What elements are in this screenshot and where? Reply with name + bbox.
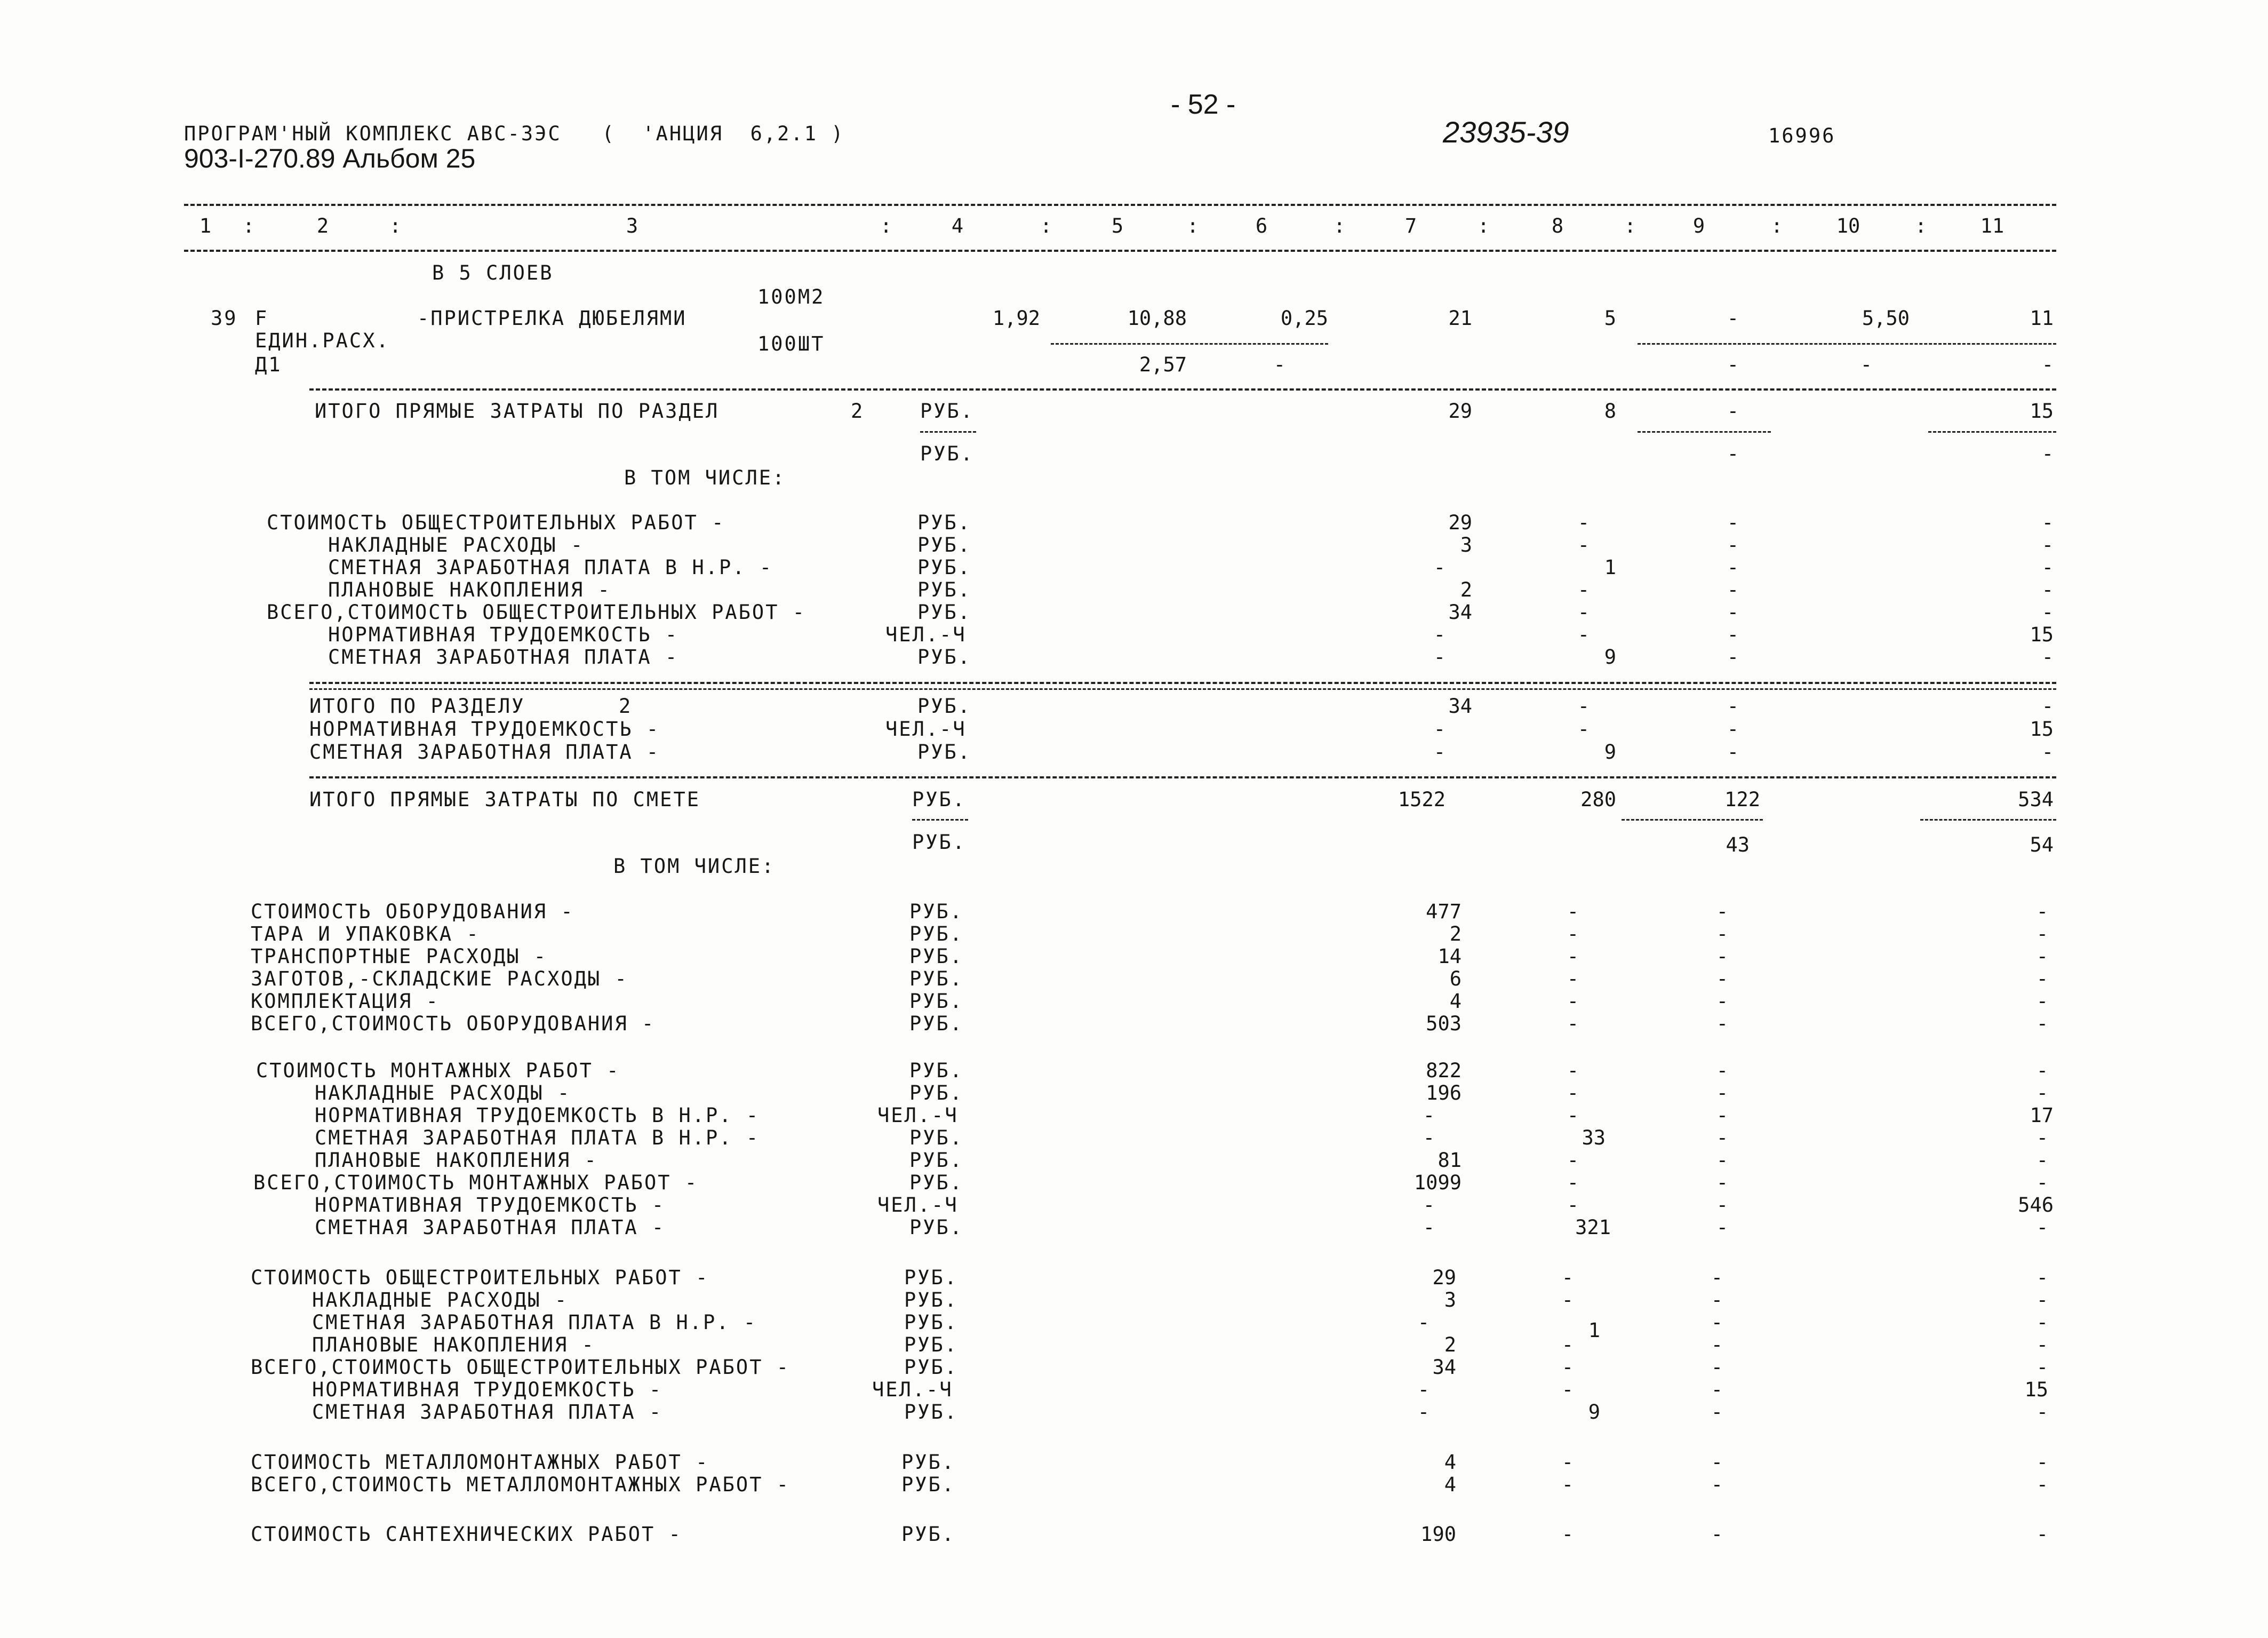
row-col7: 34 <box>1448 601 1472 624</box>
col-header-9: 9 <box>1692 214 1705 237</box>
row-col7: 4 <box>1449 990 1462 1013</box>
row-label: ТАРА И УПАКОВКА - <box>251 923 480 945</box>
row-col9: - <box>1711 1401 1723 1424</box>
row-col7: 1099 <box>1413 1171 1462 1194</box>
row-unit: РУБ. <box>917 578 972 601</box>
section-total-num: 2 <box>851 400 865 423</box>
row-label: ТРАНСПОРТНЫЕ РАСХОДЫ - <box>251 945 548 968</box>
row-col8: 9 <box>1588 1401 1600 1424</box>
estimate-total-col9: 122 <box>1724 788 1760 811</box>
row-col11: - <box>2041 601 2054 624</box>
estimate-total-subrule <box>1920 819 2056 821</box>
row-label: СМЕТНАЯ ЗАРАБОТНАЯ ПЛАТА - <box>309 741 660 764</box>
row-col11: - <box>2036 1523 2048 1546</box>
row-col8: - <box>1577 718 1590 741</box>
row-label: НОРМАТИВНАЯ ТРУДОЕМКОСТЬ - <box>315 1194 666 1216</box>
row-unit: РУБ. <box>917 601 972 624</box>
item-col5-sub: 2,57 <box>1139 353 1187 376</box>
row-col8: 321 <box>1575 1216 1611 1239</box>
row-unit: РУБ. <box>909 1012 964 1035</box>
section-total-col7: 29 <box>1448 400 1472 423</box>
row-col8: 9 <box>1604 646 1616 669</box>
col-sep: : <box>1915 214 1929 237</box>
row-label: ВСЕГО,СТОИМОСТЬ МЕТАЛЛОМОНТАЖНЫХ РАБОТ - <box>251 1473 790 1496</box>
item-col11: 11 <box>2030 307 2054 330</box>
row-col8: - <box>1567 1012 1579 1035</box>
page-number: - 52 - <box>1171 89 1236 120</box>
row-col9: - <box>1716 945 1728 968</box>
row-unit: РУБ. <box>909 990 964 1013</box>
item-code: F <box>255 307 269 330</box>
col-sep: : <box>1771 214 1785 237</box>
album-line: 903-I-270.89 Альбом 25 <box>184 144 476 173</box>
estimate-total-unit: РУБ. <box>912 788 967 811</box>
row-unit: РУБ. <box>917 646 972 669</box>
estimate-total-unit2: РУБ. <box>912 831 967 854</box>
section-total-subrule <box>1928 431 2056 433</box>
row-col8: 1 <box>1588 1319 1600 1342</box>
row-col7: 6 <box>1449 967 1462 990</box>
item-col11-sub: - <box>2041 353 2054 376</box>
col-header-11: 11 <box>1980 214 2005 237</box>
row-col11: - <box>2041 534 2054 556</box>
row-unit: РУБ. <box>917 695 972 718</box>
row-label: ПЛАНОВЫЕ НАКОПЛЕНИЯ - <box>315 1149 598 1172</box>
col-sep: : <box>243 214 257 237</box>
row-col11: 17 <box>2030 1104 2054 1127</box>
row-col7: 196 <box>1426 1082 1462 1104</box>
row-label: СТОИМОСТЬ МЕТАЛЛОМОНТАЖНЫХ РАБОТ - <box>251 1451 709 1474</box>
row-label: ВСЕГО,СТОИМОСТЬ МОНТАЖНЫХ РАБОТ - <box>253 1171 699 1194</box>
row-col11: - <box>2041 511 2054 534</box>
header-rule-top <box>184 204 2056 206</box>
row-unit: РУБ. <box>909 1126 964 1149</box>
row-col8: 1 <box>1604 556 1616 579</box>
col-sep: : <box>1478 214 1491 237</box>
row-col11: - <box>2036 967 2048 990</box>
row-unit: РУБ. <box>904 1266 959 1289</box>
row-label: СТОИМОСТЬ ОБЩЕСТРОИТЕЛЬНЫХ РАБОТ - <box>251 1266 709 1289</box>
item-d-label: Д1 <box>255 353 282 376</box>
row-label: ПЛАНОВЫЕ НАКОПЛЕНИЯ - <box>328 578 611 601</box>
item-name: -ПРИСТРЕЛКА ДЮБЕЛЯМИ <box>417 307 687 330</box>
row-col11: - <box>2036 1473 2048 1496</box>
row-label: НАКЛАДНЫЕ РАСХОДЫ - <box>312 1289 569 1311</box>
item-col10-sub: - <box>1860 353 1872 376</box>
row-col9: - <box>1716 923 1728 945</box>
row-unit: РУБ. <box>904 1289 959 1311</box>
row-col9: - <box>1716 990 1728 1013</box>
row-col7: 3 <box>1460 534 1472 556</box>
row-col9: - <box>1711 1311 1723 1334</box>
row-col8: 9 <box>1604 741 1616 764</box>
row-col11: - <box>2036 945 2048 968</box>
row-unit: ЧЕЛ.-Ч <box>872 1378 953 1401</box>
row-col11: - <box>2041 695 2054 718</box>
col-sep: : <box>1187 214 1201 237</box>
row-col11: - <box>2036 900 2048 923</box>
row-col9: - <box>1716 1171 1728 1194</box>
row-col11: 546 <box>2018 1194 2054 1216</box>
row-col7: 34 <box>1432 1356 1456 1379</box>
row-label: КОМПЛЕКТАЦИЯ - <box>251 990 440 1013</box>
row-col8: - <box>1567 923 1579 945</box>
row-col11: - <box>2041 578 2054 601</box>
estimate-total-col7: 1522 <box>1397 788 1446 811</box>
row-col8: - <box>1567 1171 1579 1194</box>
row-col9: - <box>1711 1333 1723 1356</box>
row-label: ВСЕГО,СТОИМОСТЬ ОБЩЕСТРОИТЕЛЬНЫХ РАБОТ - <box>267 601 806 624</box>
col-header-5: 5 <box>1111 214 1124 237</box>
row-label: СТОИМОСТЬ МОНТАЖНЫХ РАБОТ - <box>256 1059 620 1082</box>
row-col7: 29 <box>1448 511 1472 534</box>
row-col9: - <box>1716 1104 1728 1127</box>
section-total-subrule <box>920 431 976 433</box>
item-unit-top: 100М2 <box>757 285 825 308</box>
row-col7: - <box>1433 741 1446 764</box>
row-unit: РУБ. <box>904 1356 959 1379</box>
col-header-8: 8 <box>1551 214 1564 237</box>
row-col7: 822 <box>1426 1059 1462 1082</box>
col-header-10: 10 <box>1836 214 1860 237</box>
row-col8: - <box>1567 990 1579 1013</box>
row-unit: ЧЕЛ.-Ч <box>885 718 967 741</box>
row-unit: РУБ. <box>917 741 972 764</box>
row-col8: - <box>1567 900 1579 923</box>
row-col8: - <box>1567 1104 1579 1127</box>
row-col9: - <box>1711 1289 1723 1311</box>
row-col9: - <box>1727 511 1739 534</box>
row-col11: - <box>2041 741 2054 764</box>
row-col9: - <box>1716 1149 1728 1172</box>
item-col5: 10,88 <box>1127 307 1187 330</box>
item-col6: 0,25 <box>1280 307 1328 330</box>
document-number: 23935-39 <box>1443 115 1569 149</box>
row-unit: ЧЕЛ.-Ч <box>877 1104 959 1127</box>
row-col11: 15 <box>2024 1378 2048 1401</box>
row-label: ЗАГОТОВ,-СКЛАДСКИЕ РАСХОДЫ - <box>251 967 628 990</box>
row-col11: - <box>2036 1451 2048 1474</box>
row-col9: - <box>1727 741 1739 764</box>
row-col8: - <box>1561 1451 1574 1474</box>
row-label: НАКЛАДНЫЕ РАСХОДЫ - <box>315 1082 571 1104</box>
row-col7: - <box>1433 556 1446 579</box>
row-col9: - <box>1727 695 1739 718</box>
item-number: 39 <box>211 307 238 330</box>
row-unit: РУБ. <box>917 534 972 556</box>
row-col11: - <box>2036 1266 2048 1289</box>
item-col10: 5,50 <box>1862 307 1910 330</box>
row-col9: - <box>1716 967 1728 990</box>
col-header-7: 7 <box>1404 214 1417 237</box>
row-unit: РУБ. <box>901 1451 956 1474</box>
row-label: НОРМАТИВНАЯ ТРУДОЕМКОСТЬ - <box>328 623 679 646</box>
row-col11: - <box>2041 646 2054 669</box>
row-label: СМЕТНАЯ ЗАРАБОТНАЯ ПЛАТА - <box>328 646 679 669</box>
header-rule-bottom <box>184 250 2056 252</box>
estimate-total-col11: 534 <box>2018 788 2054 811</box>
row-unit: РУБ. <box>917 511 972 534</box>
row-unit: РУБ. <box>909 1149 964 1172</box>
row-col7: 190 <box>1420 1523 1456 1546</box>
row-col9: - <box>1727 534 1739 556</box>
row-col11: - <box>2036 923 2048 945</box>
row-col9: - <box>1711 1523 1723 1546</box>
section-total-col9-sub: - <box>1727 442 1739 465</box>
row-col11: - <box>2036 1356 2048 1379</box>
row-label: СТОИМОСТЬ ОБЩЕСТРОИТЕЛЬНЫХ РАБОТ - <box>267 511 725 534</box>
row-col7: - <box>1433 646 1446 669</box>
row-col7: - <box>1417 1378 1430 1401</box>
row-label: ИТОГО ПО РАЗДЕЛУ <box>309 695 525 718</box>
row-col11: - <box>2036 1126 2048 1149</box>
row-col9: - <box>1727 556 1739 579</box>
section-rule <box>309 388 2056 391</box>
row-label: ВСЕГО,СТОИМОСТЬ ОБЩЕСТРОИТЕЛЬНЫХ РАБОТ - <box>251 1356 790 1379</box>
section-total-col11-sub: - <box>2041 442 2054 465</box>
estimate-total-subrule <box>912 819 968 821</box>
row-unit: РУБ. <box>917 556 972 579</box>
row-col9: - <box>1727 623 1739 646</box>
col-header-1: 1 <box>199 214 212 237</box>
row-col9: - <box>1716 900 1728 923</box>
row-col11: - <box>2036 1289 2048 1311</box>
item-subrule <box>1638 343 2056 345</box>
row-col8: - <box>1567 1059 1579 1082</box>
row-unit: ЧЕЛ.-Ч <box>885 623 967 646</box>
row-unit: РУБ. <box>909 923 964 945</box>
row-col11: - <box>2036 1012 2048 1035</box>
row-col8: - <box>1561 1266 1574 1289</box>
item-col6-sub: - <box>1273 353 1285 376</box>
row-col9: - <box>1711 1266 1723 1289</box>
col-sep: : <box>880 214 894 237</box>
row-unit: РУБ. <box>909 1082 964 1104</box>
row-col8: 33 <box>1582 1126 1606 1149</box>
row-col8: - <box>1567 1082 1579 1104</box>
row-col7: 477 <box>1426 900 1462 923</box>
row-col9: - <box>1727 578 1739 601</box>
row-col7: 81 <box>1438 1149 1462 1172</box>
row-unit: РУБ. <box>909 900 964 923</box>
row-col11: - <box>2036 1082 2048 1104</box>
row-col11: - <box>2036 1059 2048 1082</box>
row-col8: - <box>1577 601 1590 624</box>
row-col7: 14 <box>1438 945 1462 968</box>
row-col9: - <box>1716 1082 1728 1104</box>
row-col9: - <box>1711 1451 1723 1474</box>
row-col7: 3 <box>1444 1289 1456 1311</box>
row-col7: - <box>1423 1194 1435 1216</box>
row-label: ПЛАНОВЫЕ НАКОПЛЕНИЯ - <box>312 1333 595 1356</box>
section-total-label: ИТОГО ПРЯМЫЕ ЗАТРАТЫ ПО РАЗДЕЛ <box>315 400 720 423</box>
col-sep: : <box>1040 214 1054 237</box>
row-label: НОРМАТИВНАЯ ТРУДОЕМКОСТЬ - <box>312 1378 663 1401</box>
row-col7: - <box>1417 1311 1430 1334</box>
row-col11: - <box>2036 1149 2048 1172</box>
row-label: СМЕТНАЯ ЗАРАБОТНАЯ ПЛАТА - <box>315 1216 666 1239</box>
row-col7: 4 <box>1444 1451 1456 1474</box>
row-col11: 15 <box>2030 623 2054 646</box>
row-label: НОРМАТИВНАЯ ТРУДОЕМКОСТЬ - <box>309 718 660 741</box>
row-col11: - <box>2036 1401 2048 1424</box>
col-header-2: 2 <box>316 214 329 237</box>
col-sep: : <box>1624 214 1638 237</box>
section-total-col11: 15 <box>2030 400 2054 423</box>
row-col11: - <box>2036 1333 2048 1356</box>
section-total-unit2: РУБ. <box>920 442 975 465</box>
row-col7: - <box>1433 623 1446 646</box>
col-header-4: 4 <box>951 214 964 237</box>
row-unit: РУБ. <box>904 1333 959 1356</box>
row-col7: 2 <box>1444 1333 1456 1356</box>
row-col11: - <box>2041 556 2054 579</box>
row-col8: - <box>1561 1289 1574 1311</box>
row-label: НОРМАТИВНАЯ ТРУДОЕМКОСТЬ В Н.Р. - <box>315 1104 760 1127</box>
row-col8: - <box>1577 511 1590 534</box>
row-col7: - <box>1433 718 1446 741</box>
row-unit: ЧЕЛ.-Ч <box>877 1194 959 1216</box>
row-unit: РУБ. <box>909 1216 964 1239</box>
row-label: СМЕТНАЯ ЗАРАБОТНАЯ ПЛАТА В Н.Р. - <box>328 556 773 579</box>
row-col7: 29 <box>1432 1266 1456 1289</box>
row-col11: - <box>2036 990 2048 1013</box>
row-col8: - <box>1577 534 1590 556</box>
row-col9: - <box>1727 646 1739 669</box>
item-col7: 21 <box>1448 307 1472 330</box>
item-prev-text: В 5 СЛОЕВ <box>432 261 554 284</box>
row-col8: - <box>1561 1523 1574 1546</box>
row-col9: - <box>1716 1194 1728 1216</box>
including-heading: В ТОМ ЧИСЛЕ: <box>613 855 776 878</box>
row-unit: РУБ. <box>901 1473 956 1496</box>
section-rule <box>309 776 2056 778</box>
row-col8: - <box>1577 695 1590 718</box>
row-col9: - <box>1727 601 1739 624</box>
row-col7: - <box>1423 1104 1435 1127</box>
row-col7: 4 <box>1444 1473 1456 1496</box>
estimate-total-col11-sub: 54 <box>2030 833 2054 856</box>
row-col8: - <box>1561 1333 1574 1356</box>
estimate-total-subrule <box>1622 819 1763 821</box>
col-sep: : <box>389 214 403 237</box>
row-col11: - <box>2036 1311 2048 1334</box>
item-col9-sub: - <box>1727 353 1739 376</box>
row-col7: 2 <box>1449 923 1462 945</box>
item-col4: 1,92 <box>992 307 1040 330</box>
row-unit: РУБ. <box>904 1311 959 1334</box>
item-unit-bottom: 100ШТ <box>757 332 825 355</box>
row-unit: РУБ. <box>909 967 964 990</box>
item-col8: 5 <box>1604 307 1616 330</box>
row-col8: - <box>1577 578 1590 601</box>
row-col9: - <box>1716 1012 1728 1035</box>
row-unit: РУБ. <box>909 1059 964 1082</box>
estimate-total-col8: 280 <box>1580 788 1616 811</box>
estimate-total-col9-sub: 43 <box>1726 833 1750 856</box>
row-label: СТОИМОСТЬ САНТЕХНИЧЕСКИХ РАБОТ - <box>251 1523 682 1546</box>
row-label: ВСЕГО,СТОИМОСТЬ ОБОРУДОВАНИЯ - <box>251 1012 656 1035</box>
row-col8: - <box>1561 1378 1574 1401</box>
section-rule <box>309 682 2056 684</box>
row-label: НАКЛАДНЫЕ РАСХОДЫ - <box>328 534 585 556</box>
row-col8: - <box>1561 1356 1574 1379</box>
row-col7: - <box>1417 1401 1430 1424</box>
col-sep: : <box>1333 214 1347 237</box>
row-col8: - <box>1567 1194 1579 1216</box>
row-col7: - <box>1423 1216 1435 1239</box>
row-col11: 15 <box>2030 718 2054 741</box>
section-total-col9: - <box>1727 400 1739 423</box>
including-heading: В ТОМ ЧИСЛЕ: <box>624 466 786 489</box>
row-label: СМЕТНАЯ ЗАРАБОТНАЯ ПЛАТА В Н.Р. - <box>315 1126 760 1149</box>
row-num: 2 <box>619 695 633 718</box>
row-col8: - <box>1577 623 1590 646</box>
row-col7: 34 <box>1448 695 1472 718</box>
row-label: СТОИМОСТЬ ОБОРУДОВАНИЯ - <box>251 900 574 923</box>
row-col8: - <box>1567 1149 1579 1172</box>
item-col9: - <box>1727 307 1739 330</box>
document-code: 16996 <box>1768 124 1836 147</box>
row-label: СМЕТНАЯ ЗАРАБОТНАЯ ПЛАТА - <box>312 1401 663 1424</box>
row-col9: - <box>1711 1378 1723 1401</box>
row-label: СМЕТНАЯ ЗАРАБОТНАЯ ПЛАТА В Н.Р. - <box>312 1311 757 1334</box>
row-col7: 2 <box>1460 578 1472 601</box>
row-col8: - <box>1567 967 1579 990</box>
row-col11: - <box>2036 1171 2048 1194</box>
section-total-subrule <box>1638 431 1771 433</box>
estimate-total-label: ИТОГО ПРЯМЫЕ ЗАТРАТЫ ПО СМЕТЕ <box>309 788 701 811</box>
row-unit: РУБ. <box>909 1171 964 1194</box>
row-col9: - <box>1716 1059 1728 1082</box>
col-header-3: 3 <box>626 214 638 237</box>
row-col9: - <box>1716 1126 1728 1149</box>
row-col9: - <box>1716 1216 1728 1239</box>
row-col11: - <box>2036 1216 2048 1239</box>
col-header-6: 6 <box>1255 214 1268 237</box>
row-unit: РУБ. <box>909 945 964 968</box>
program-line: ПРОГРАМ'НЫЙ КОМПЛЕКС АВС-3ЭС ( 'АНЦИЯ 6,2.1 ) <box>184 122 845 145</box>
row-unit: РУБ. <box>904 1401 959 1424</box>
row-col9: - <box>1711 1473 1723 1496</box>
row-col8: - <box>1561 1473 1574 1496</box>
section-total-unit: РУБ. <box>920 400 975 423</box>
row-col7: - <box>1423 1126 1435 1149</box>
section-rule <box>309 688 2056 690</box>
row-unit: РУБ. <box>901 1523 956 1546</box>
row-col8: - <box>1567 945 1579 968</box>
row-col9: - <box>1727 718 1739 741</box>
item-subrule <box>1051 343 1328 345</box>
section-total-col8: 8 <box>1604 400 1616 423</box>
row-col9: - <box>1711 1356 1723 1379</box>
item-unit-note: ЕДИН.РАСХ. <box>255 329 390 352</box>
row-col7: 503 <box>1426 1012 1462 1035</box>
